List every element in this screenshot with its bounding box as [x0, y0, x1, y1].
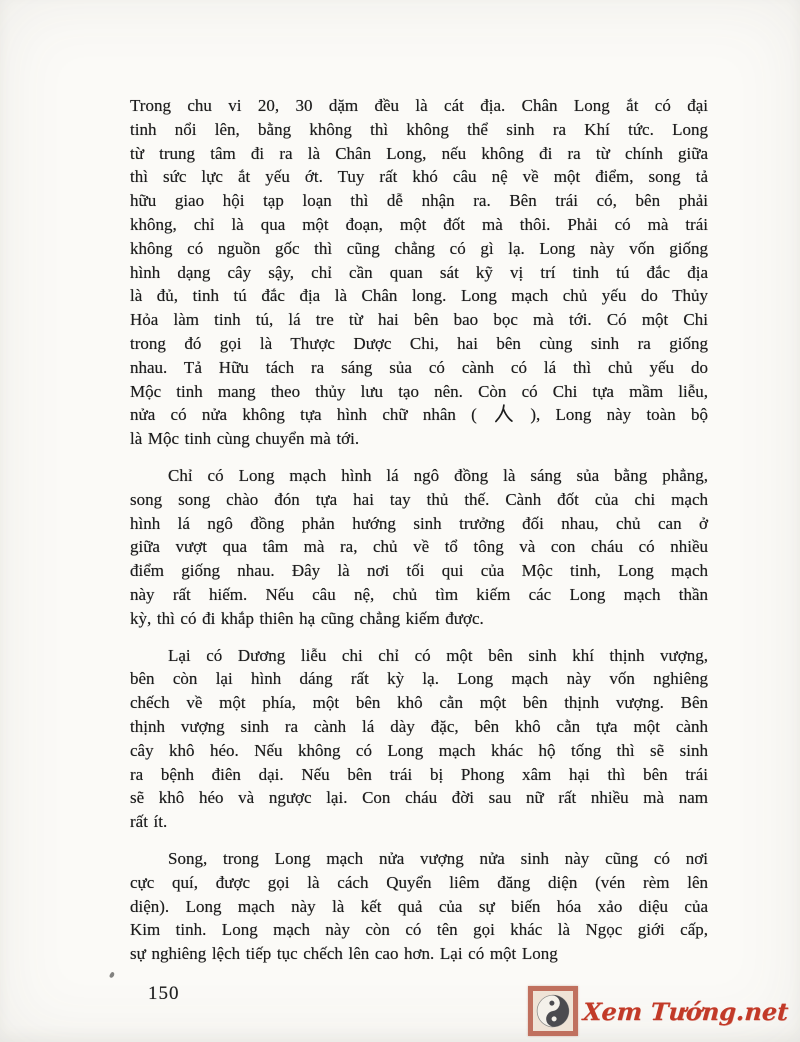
- text-line: không, chỉ là qua một đoạn, một đốt mà thôi. Phải có mà trái: [130, 214, 708, 234]
- text-line: diện). Long mạch này là kết quả của sự biến hóa xảo diệu của: [130, 896, 708, 916]
- text-line: từ trung tâm đi ra là Chân Long, nếu không đi ra từ chính giữa: [130, 143, 708, 163]
- text-line: hình dạng cây sậy, chỉ cần quan sát kỹ vị trí tinh tú đắc địa: [130, 262, 708, 282]
- page-number: 150: [148, 983, 180, 1004]
- paragraph: [130, 644, 708, 834]
- text-line: chếch về một phía, một bên khô cằn một bên thịnh vượng. Bên: [130, 693, 708, 713]
- text-line: Hỏa làm tinh tú, lá tre từ hai bên bao bọc mà tới. Có một Chi: [130, 310, 708, 330]
- text-line: Chỉ có Long mạch hình lá ngô đồng là sáng sủa bằng phẳng,: [168, 465, 708, 485]
- text-line: hữu giao hội tạp loạn thì dễ nhận ra. Bên trái có, bên phải: [130, 191, 708, 211]
- scan-speck-artifact: [109, 971, 116, 978]
- text-line: không có nguồn gốc thì cũng chẳng có gì lạ. Long này vốn giống: [130, 238, 708, 258]
- text-line: nhau. Tả Hữu tách ra sáng sủa có cành có lá thì chủ yếu do: [130, 357, 708, 377]
- text-line: Mộc tinh mang theo thủy lưu tạo nên. Còn có Chi tựa mầm liễu,: [130, 381, 708, 401]
- page-text-block: [130, 94, 708, 966]
- text-line: Kim tinh. Long mạch này còn có tên gọi khác là Ngọc giới cấp,: [130, 920, 708, 940]
- watermark-text: Xem Tướng.net: [581, 996, 790, 1026]
- text-line: trong đó gọi là Thược Dược Chi, hai bên cùng sinh ra giống: [130, 333, 708, 353]
- text-line: Song, trong Long mạch nửa vượng nửa sinh này cũng có nơi: [168, 848, 708, 868]
- watermark: [528, 986, 788, 1036]
- text-line: Trong chu vi 20, 30 dặm đều là cát địa. Chân Long ắt có đại: [130, 96, 708, 115]
- text-line: thì sức lực ắt yếu ớt. Tuy rất khó câu nệ về một điểm, song tả: [130, 167, 708, 187]
- text-line: Lại có Dương liễu chi chỉ có một bên sinh khí thịnh vượng,: [168, 645, 708, 665]
- text-line: tinh nổi lên, bằng không thì không thể sinh ra Khí tức. Long: [130, 119, 708, 139]
- text-line: là Mộc tinh cùng chuyển mà tới.: [130, 429, 360, 449]
- text-line: sự nghiêng lệch tiếp tục chếch lên cao hơn. Lại có một Long: [130, 944, 558, 964]
- text-line: kỳ, thì có đi khắp thiên hạ cũng chẳng kiếm được.: [130, 608, 484, 628]
- text-line: giữa vượt qua tâm mà ra, chủ về tổ tông và con cháu có nhiều: [130, 537, 708, 557]
- text-line: hình lá ngô đồng phản hướng sinh trưởng đối nhau, chủ can ở: [130, 513, 708, 533]
- text-line: bên còn lại hình dáng rất kỳ lạ. Long mạch này vốn nghiêng: [130, 669, 708, 689]
- paragraph: [130, 464, 708, 631]
- chu-nhan-character-icon: [494, 404, 513, 423]
- text-line: thịnh vượng sinh ra cành lá dày đặc, bên khô cằn tựa một cành: [130, 716, 708, 736]
- text-line: là đủ, tinh tú đắc địa là Chân long. Long mạch chủ yếu do Thủy: [130, 286, 708, 306]
- text-line: rất ít.: [130, 812, 168, 832]
- text-line: song song chào đón tựa hai tay thủ thế. Cành đốt của chi mạch: [130, 489, 708, 509]
- text-line: này rất hiếm. Nếu câu nệ, chủ tìm kiếm các Long mạch thần: [130, 584, 708, 604]
- text-line: nửa có nửa không tựa hình chữ nhân ( ), Long này toàn bộ: [130, 405, 708, 425]
- yin-yang-icon: [528, 986, 578, 1036]
- text-line: cực quí, được gọi là cách Quyển liêm đăng diện (vén rèm lên: [130, 872, 708, 892]
- text-line: cây khô héo. Nếu không có Long mạch khác hộ tống thì sẽ sinh: [130, 740, 708, 760]
- text-line: sẽ khô héo và ngược lại. Con cháu đời sau nữ rất nhiều mà nam: [130, 788, 708, 808]
- text-line: điểm giống nhau. Đây là nơi tối qui của Mộc tinh, Long mạch: [130, 561, 708, 581]
- paragraph: [130, 847, 708, 966]
- text-line: ra bệnh điên dại. Nếu bên trái bị Phong xâm hại thì bên trái: [130, 764, 708, 784]
- paragraph: [130, 94, 708, 451]
